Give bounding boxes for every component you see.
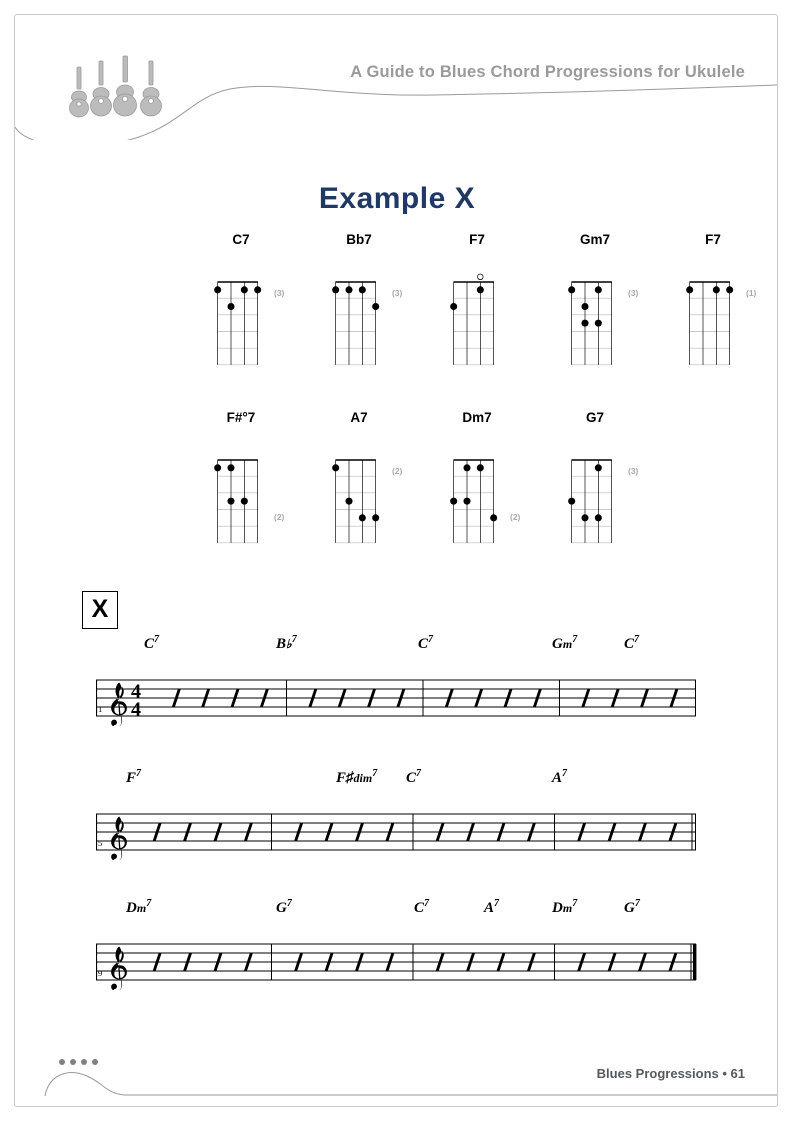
chord-diagram-grid-wrap <box>418 256 536 386</box>
page-header <box>15 15 777 140</box>
chord-symbol: $C^7$ <box>414 898 430 916</box>
chord-diagram <box>536 232 654 386</box>
chord-fingering-note: (2) <box>392 466 403 476</box>
chord-grid <box>447 256 507 381</box>
chord-diagram-grid-wrap <box>182 256 300 386</box>
chord-diagram <box>182 410 300 564</box>
chord-grid <box>329 434 389 559</box>
staff-system-2 <box>96 768 696 878</box>
page-title: Example X <box>318 182 476 215</box>
chord-grid <box>565 434 625 559</box>
footer-dots-icon <box>59 1059 98 1065</box>
chord-fingering-note: (3) <box>628 288 639 298</box>
chord-symbol: $C^7$ <box>418 634 434 652</box>
music-staff <box>96 790 702 860</box>
chord-symbol: Dm$^7$ <box>126 898 152 916</box>
chord-diagram-grid-wrap <box>536 434 654 564</box>
chord-symbol: $C^7$ <box>144 634 160 652</box>
measure-number: 9 <box>98 968 103 978</box>
measure-number: 5 <box>98 838 103 848</box>
time-signature-denominator: 4 <box>131 698 141 721</box>
final-barline <box>693 944 696 980</box>
chord-diagram <box>300 232 418 386</box>
chord-grid <box>565 256 625 381</box>
chord-diagram-grid-wrap <box>182 434 300 564</box>
chord-diagram-name: F#°7 <box>226 410 256 425</box>
page-footer <box>15 1038 777 1108</box>
chord-diagram-name: Gm7 <box>579 232 610 247</box>
chord-symbol: $G^7$ <box>624 898 640 916</box>
chord-fingering-note: (3) <box>274 288 285 298</box>
chord-diagram <box>300 410 418 564</box>
chord-diagram-name: Dm7 <box>462 410 492 425</box>
chord-symbol: Gm$^7$ <box>552 634 578 652</box>
header-title: A Guide to Blues Chord Progressions for Ukulele <box>350 63 745 81</box>
chord-symbol: F♯dim$^7$ <box>336 768 378 786</box>
chord-fingering-note: (3) <box>392 288 403 298</box>
chord-diagram <box>536 410 654 564</box>
chord-diagram-grid-wrap <box>536 256 654 386</box>
chord-symbol: $G^7$ <box>276 898 292 916</box>
measure-number: 1 <box>98 704 103 714</box>
chord-diagram-grid-wrap <box>300 256 418 386</box>
footer-page-label: Blues Progressions • 61 <box>596 1066 745 1081</box>
chord-symbol: $F^7$ <box>126 768 142 786</box>
chord-symbol: $C^7$ <box>406 768 422 786</box>
chord-fingering-note: (3) <box>628 466 639 476</box>
chord-diagram-name: C7 <box>232 232 250 247</box>
chord-grid <box>447 434 507 559</box>
section-label-box: X <box>82 591 118 629</box>
chord-symbol: $A^7$ <box>552 768 568 786</box>
chord-diagram <box>418 232 536 386</box>
chord-diagram-grid-wrap <box>300 434 418 564</box>
music-staff <box>96 920 702 990</box>
chord-diagram-name: F7 <box>705 232 721 247</box>
chord-grid <box>329 256 389 381</box>
chord-grid <box>211 434 271 559</box>
chord-diagram-name: Bb7 <box>346 232 372 247</box>
chord-diagram-grid-wrap <box>654 256 772 386</box>
ukulele-cluster-icon <box>63 53 183 123</box>
chord-diagram-name: A7 <box>350 410 368 425</box>
chord-grid <box>683 256 743 381</box>
chord-diagram <box>418 410 536 564</box>
chord-symbol: Dm$^7$ <box>552 898 578 916</box>
chord-diagram <box>182 232 300 386</box>
chord-diagram <box>654 232 772 386</box>
chord-grid <box>211 256 271 381</box>
music-staff <box>96 656 702 726</box>
chord-diagram-name: G7 <box>585 410 604 425</box>
staff-system-3 <box>96 898 696 1008</box>
chord-symbol: $C^7$ <box>624 634 640 652</box>
chord-diagram-row-2 <box>182 410 654 564</box>
chord-fingering-note: (1) <box>746 288 757 298</box>
time-signature-numerator: 4 <box>131 680 141 703</box>
chord-fingering-note: (2) <box>510 512 521 522</box>
chord-diagram-grid-wrap <box>418 434 536 564</box>
chord-symbol: $A^7$ <box>484 898 500 916</box>
chord-diagram-name: F7 <box>469 232 485 247</box>
chord-diagram-row-1 <box>182 232 772 386</box>
staff-system-1 <box>96 634 696 744</box>
chord-fingering-note: (2) <box>274 512 285 522</box>
chord-symbol: B♭$^7$ <box>276 634 297 652</box>
